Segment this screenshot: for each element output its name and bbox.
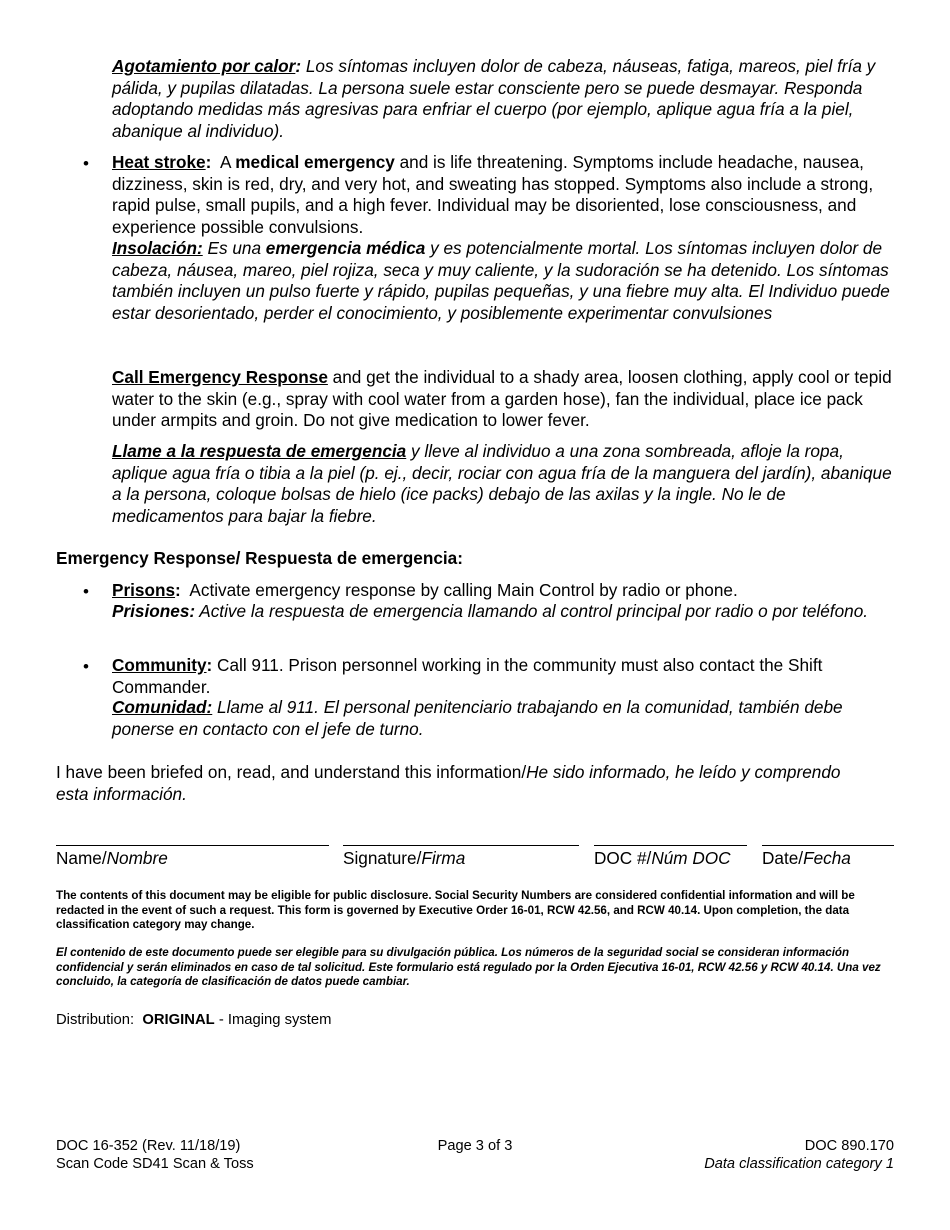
llame-term: Llame a la respuesta de emergencia: [112, 441, 407, 461]
signature-label-en: Signature/: [343, 848, 422, 868]
doc-number-label: [594, 848, 731, 870]
doc-number-label-en: DOC #/: [594, 848, 652, 868]
community-paragraph: [112, 655, 902, 698]
prisons-bullet: •: [83, 582, 89, 601]
community-bullet: •: [83, 657, 89, 676]
doc-number-label-es: Núm DOC: [651, 848, 731, 868]
prisons-text: Activate emergency response by calling Main Control by radio or phone.: [180, 580, 738, 600]
heat-stroke-colon: :: [205, 152, 212, 172]
comunidad-paragraph: [112, 697, 902, 740]
acknowledgement-es: He sido informado, he leído y comprendo esta información.: [56, 762, 841, 804]
footer-right: [704, 1137, 894, 1173]
disclosure-es: El contenido de este documento puede ser elegible para su divulgación pública. Los números de la seguridad social se consideran información confidencial y serán eliminados en caso de tal solicitud. Este formulario está regulado por la Orden Ejecutiva 16-01, RCW 42.56 y RCW 40.14. Una vez concluido, la categoría de clasificación de datos puede cambiar.: [56, 946, 881, 988]
community-text: Call 911. Prison personnel working in the community must also contact the Shift Commander.: [112, 655, 823, 697]
insolacion-bold: emergencia médica: [265, 238, 426, 258]
date-label-en: Date/: [762, 848, 804, 868]
prisons-paragraph: [112, 580, 902, 602]
date-label: [762, 848, 851, 870]
name-label: [56, 848, 168, 870]
policy-number: DOC 890.170: [804, 1138, 894, 1154]
prisons-colon: :: [175, 580, 181, 600]
insolacion-paragraph: [112, 238, 902, 324]
signature-line[interactable]: [343, 845, 579, 846]
form-number: DOC 16-352 (Rev. 11/18/19): [56, 1138, 241, 1154]
insolacion-term: Insolación:: [112, 238, 203, 258]
footer-left: [56, 1137, 254, 1173]
insolacion-pre: Es una: [202, 238, 266, 258]
call-emergency-text: and get the individual to a shady area, loosen clothing, apply cool or tepid water to the skin (e.g., spray with cool water from a garden hose), fan the individual, place ice pack under armpits and groin. Do not give medication to lower fever.: [112, 367, 892, 430]
heat-exhaustion-es-paragraph: [112, 56, 902, 142]
acknowledgement-statement: [56, 762, 856, 805]
page-number: Page 3 of 3: [437, 1138, 513, 1154]
name-label-en: Name/: [56, 848, 107, 868]
heat-stroke-paragraph: [112, 152, 902, 238]
comunidad-text: Llame al 911. El personal penitenciario trabajando en la comunidad, también debe ponerse en contacto con el jefe de turno.: [112, 697, 843, 739]
heat-exhaustion-es-colon: :: [295, 56, 302, 76]
heat-stroke-pre: A: [211, 152, 236, 172]
data-classification: Data classification category 1: [704, 1156, 894, 1172]
comunidad-term: Comunidad:: [112, 697, 213, 717]
disclosure-en: The contents of this document may be eligible for public disclosure. Social Security Numbers are considered confidential information and will be redacted in the event of such a request. This form is governed by Executive Order 16-01, RCW 42.56, and RCW 40.14. Upon completion, the data classification category may change.: [56, 889, 855, 931]
name-line[interactable]: [56, 845, 329, 846]
llame-paragraph: [112, 441, 902, 527]
distribution-original: ORIGINAL: [142, 1012, 215, 1028]
name-label-es: Nombre: [106, 848, 168, 868]
emergency-response-heading: Emergency Response/ Respuesta de emergencia:: [56, 548, 463, 568]
call-emergency-paragraph: [112, 367, 902, 432]
heat-exhaustion-es-term: Agotamiento por calor: [112, 56, 296, 76]
insolacion-text: y es potencialmente mortal. Los síntomas incluyen dolor de cabeza, náusea, mareo, piel rojiza, seca y muy caliente, y la sudoración se ha detenido. Los síntomas también incluyen un pulso fuerte y rápido, pupilas pequeñas, y una fiebre muy alta. El Individuo puede estar desorientado, perder el conocimiento, y posiblemente experimentar convulsiones: [112, 238, 890, 323]
prisiones-paragraph: [112, 601, 902, 623]
prisiones-text: Active la respuesta de emergencia llamando al control principal por radio o por teléfono.: [195, 601, 869, 621]
signature-label-es: Firma: [421, 848, 466, 868]
prisons-term: Prisons: [112, 580, 176, 600]
prisiones-term: Prisiones:: [112, 601, 196, 621]
heat-exhaustion-es-text: Los síntomas incluyen dolor de cabeza, náuseas, fatiga, mareos, piel fría y pálida, y pupilas dilatadas. La persona suele estar consciente pero se puede desmayar. Responda adoptando medidas más agresivas para enfriar el cuerpo (por ejemplo, aplique agua fría a la piel, abanique al individuo).: [112, 56, 876, 141]
date-line[interactable]: [762, 845, 894, 846]
signature-label: [343, 848, 465, 870]
heat-stroke-term: Heat stroke: [112, 152, 206, 172]
distribution-text: - Imaging system: [214, 1012, 332, 1028]
heat-stroke-bold: medical emergency: [235, 152, 395, 172]
doc-number-line[interactable]: [594, 845, 747, 846]
acknowledgement-en: I have been briefed on, read, and understand this information/: [56, 762, 527, 782]
community-term: Community: [112, 655, 207, 675]
distribution-label: Distribution:: [56, 1012, 143, 1028]
heat-stroke-bullet: •: [83, 154, 89, 173]
date-label-es: Fecha: [803, 848, 851, 868]
scan-code: Scan Code SD41 Scan & Toss: [56, 1156, 254, 1172]
distribution-line: [56, 1010, 331, 1032]
llame-text: y lleve al individuo a una zona sombreada, afloje la ropa, aplique agua fría o tibia a la piel (p. ej., decir, rociar con agua fría de la manguera del jardín), abanique a la persona, coloque bolsas de hielo (ice packs) debajo de las axilas y la ingle. No le de medicamentos para bajar la fiebre.: [112, 441, 892, 526]
call-emergency-term: Call Emergency Response: [112, 367, 328, 387]
community-colon: :: [206, 655, 213, 675]
heat-stroke-text: and is life threatening. Symptoms include headache, nausea, dizziness, skin is red, dry, and very hot, and sweating has stopped. Symptoms also include a strong, rapid pulse, small pupils, and a high fever. Individual may be disoriented, lose consciousness, and experience possible convulsions.: [112, 152, 874, 237]
